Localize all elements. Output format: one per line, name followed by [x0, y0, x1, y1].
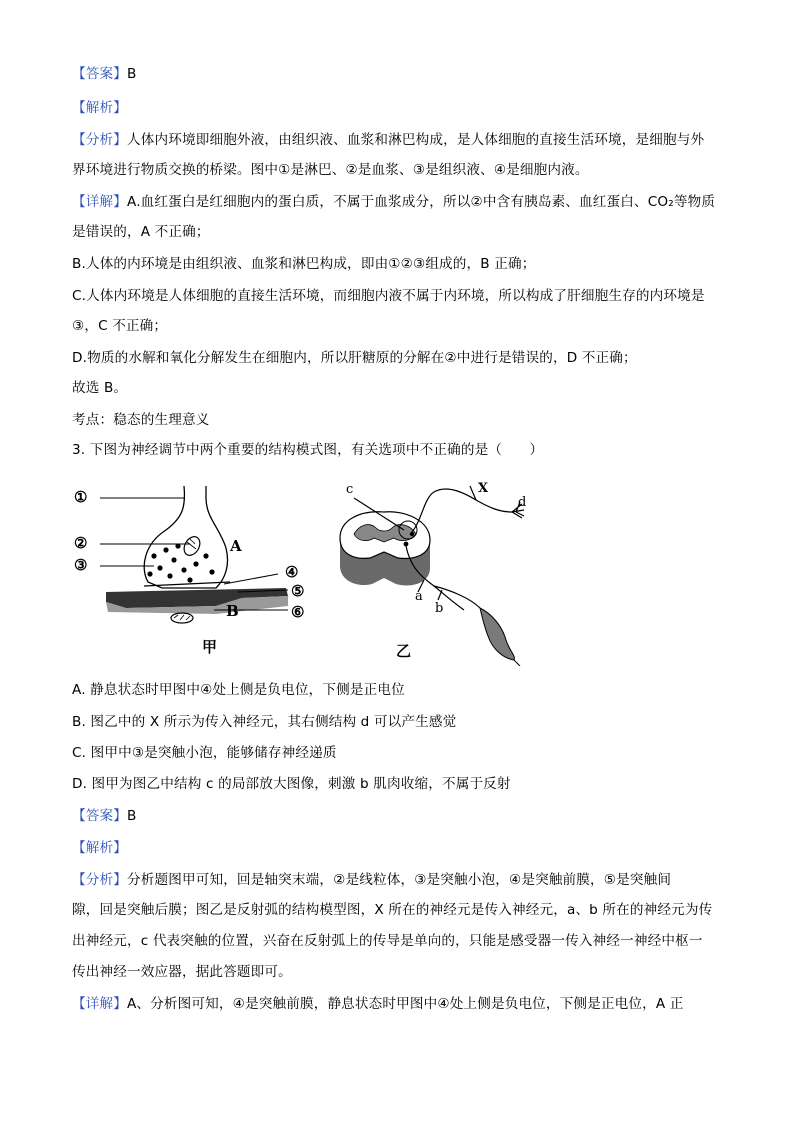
label-circle-3: ③: [74, 556, 88, 574]
analysis-line: [72, 160, 589, 180]
line-text: 界环境进行物质交换的桥梁。图中①是淋巴、②是血浆、③是组织液、④是细胞内液。: [72, 162, 589, 178]
key-point-line: [72, 410, 209, 430]
line-text: 3. 下图为神经调节中两个重要的结构模式图，有关选项中不正确的是（ ）: [72, 442, 544, 458]
detail-line: [72, 192, 715, 212]
detail-line: [72, 994, 684, 1014]
line-text: B: [126, 808, 137, 824]
label-d: d: [518, 495, 527, 510]
label-b-upper: B: [226, 602, 239, 620]
analysis-line: [72, 900, 712, 920]
line-text: 隙，回是突触后膜；图乙是反射弧的结构模型图，X 所在的神经元是传入神经元，a、b 所在的神经元为传: [72, 902, 713, 918]
detail-line: [72, 254, 535, 274]
label-circle-5: ⑤: [291, 582, 305, 600]
section-tag: 【答案】: [72, 66, 127, 82]
label-circle-6: ⑥: [291, 603, 305, 621]
line-text: C. 图甲中③是突触小泡，能够储存神经递质: [72, 745, 337, 761]
answer-line: [72, 64, 136, 84]
line-text: 人体内环境即细胞外液，由组织液、血浆和淋巴构成，是人体细胞的直接生活环境，是细胞与外: [126, 132, 705, 148]
line-text: 故选 B。: [72, 380, 128, 396]
label-circle-1: ①: [74, 488, 88, 506]
line-text: 考点：稳态的生理意义: [72, 412, 210, 428]
line-text: ③，C 不正确；: [72, 318, 168, 334]
section-tag: 【详解】: [72, 194, 127, 210]
figure-caption-jia: 甲: [202, 638, 218, 656]
section-tag: 【分析】: [72, 872, 127, 888]
label-circle-4: ④: [285, 563, 299, 581]
line-text: B: [126, 66, 137, 82]
option-d: [72, 774, 511, 794]
answer-line: [72, 806, 136, 826]
axon-terminal: [144, 486, 227, 588]
section-tag: 【解析】: [72, 840, 127, 856]
detail-line: [72, 316, 167, 336]
analysis-line: [72, 931, 703, 951]
figure-caption-yi: 乙: [396, 642, 412, 660]
label-x: X: [478, 481, 489, 496]
section-tag: 【分析】: [72, 132, 127, 148]
analysis-heading: [72, 838, 127, 858]
muscle-effector: [480, 608, 514, 660]
option-c: [72, 743, 337, 763]
line-text: B. 图乙中的 X 所示为传入神经元，其右侧结构 d 可以产生感觉: [72, 714, 457, 730]
detail-line: [72, 348, 637, 368]
section-tag: 【解析】: [72, 100, 127, 116]
option-b: [72, 712, 456, 732]
label-a: a: [415, 589, 423, 604]
line-text: D.物质的水解和氧化分解发生在细胞内，所以肝糖原的分解在②中进行是错误的，D 不正确；: [72, 350, 637, 366]
conclusion-line: [72, 378, 127, 398]
analysis-line: [72, 870, 671, 890]
line-text: A.血红蛋白是红细胞内的蛋白质，不属于血浆成分，所以②中含有胰岛素、血红蛋白、CO₂等物质: [126, 194, 716, 210]
line-text: A、分析图可知，④是突触前膜，静息状态时甲图中④处上侧是负电位，下侧是正电位，A 正: [126, 996, 684, 1012]
label-b: b: [435, 601, 444, 616]
line-text: D. 图甲为图乙中结构 c 的局部放大图像，刺激 b 肌肉收缩，不属于反射: [72, 776, 511, 792]
label-circle-2: ②: [74, 534, 88, 552]
line-text: B.人体的内环境是由组织液、血浆和淋巴构成，即由①②③组成的，B 正确；: [72, 256, 536, 272]
line-text: 是错误的，A 不正确；: [72, 224, 210, 240]
line-text: C.人体内环境是人体细胞的直接生活环境，而细胞内液不属于内环境，所以构成了肝细胞生存的内环境是: [72, 288, 705, 304]
analysis-line: [72, 130, 704, 150]
analysis-line: [72, 962, 292, 982]
section-tag: 【详解】: [72, 996, 127, 1012]
analysis-heading: [72, 98, 127, 118]
label-c: c: [346, 482, 354, 497]
section-tag: 【答案】: [72, 808, 127, 824]
line-text: 出神经元，c 代表突触的位置，兴奋在反射弧上的传导是单向的，只能是感受器一传入神经一神经中枢一: [72, 933, 703, 949]
option-a: [72, 680, 405, 700]
detail-line: [72, 222, 210, 242]
label-a-upper: A: [230, 537, 242, 555]
line-text: 分析题图甲可知，回是轴突末端，②是线粒体，③是突触小泡，④是突触前膜，⑤是突触间: [126, 872, 672, 888]
detail-line: [72, 286, 705, 306]
question-stem: [72, 440, 543, 460]
reflex-arc-diagram: [330, 476, 550, 666]
line-text: A. 静息状态时甲图中④处上侧是负电位，下侧是正电位: [72, 682, 405, 698]
line-text: 传出神经一效应器，据此答题即可。: [72, 964, 292, 980]
